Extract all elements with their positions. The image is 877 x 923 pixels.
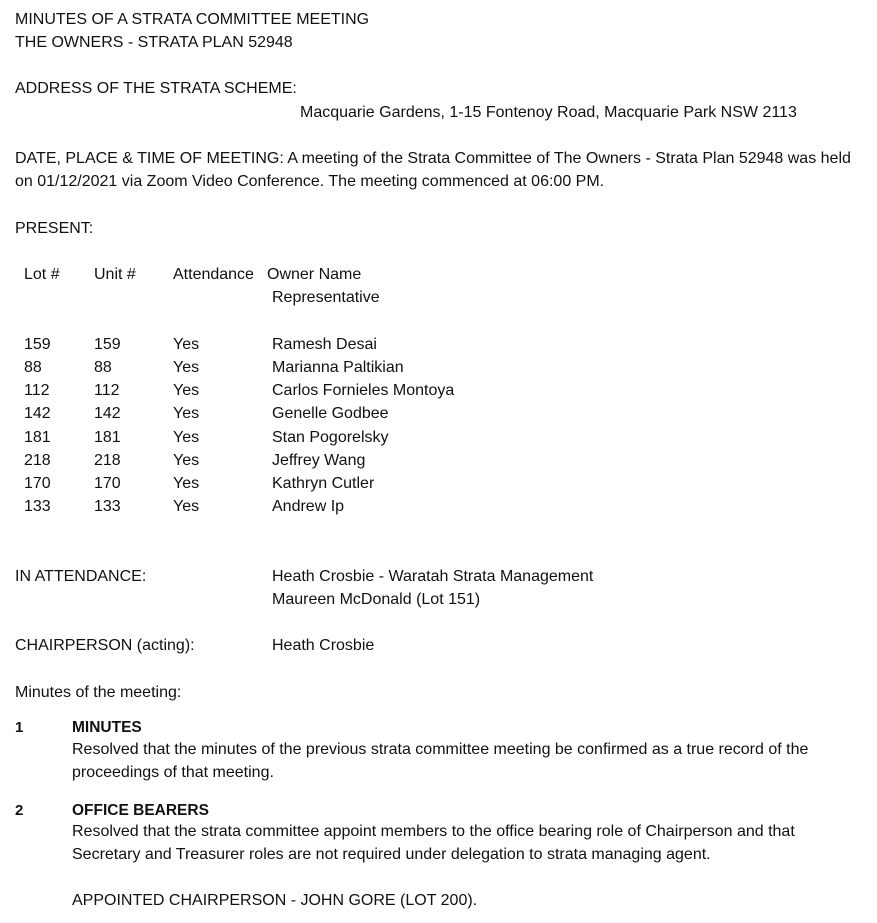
col-header-owner: Owner Name bbox=[267, 266, 362, 283]
cell-attendance: Yes bbox=[173, 498, 200, 515]
cell-unit: 133 bbox=[94, 498, 121, 515]
cell-unit: 181 bbox=[94, 429, 121, 446]
chairperson-value: Heath Crosbie bbox=[272, 637, 375, 654]
cell-attendance: Yes bbox=[173, 382, 200, 399]
cell-lot: 112 bbox=[24, 382, 50, 399]
cell-lot: 159 bbox=[24, 336, 51, 353]
col-header-unit: Unit # bbox=[94, 266, 136, 283]
cell-owner: Jeffrey Wang bbox=[272, 452, 366, 469]
cell-lot: 181 bbox=[24, 429, 51, 446]
cell-unit: 170 bbox=[94, 475, 121, 492]
col-header-lot: Lot # bbox=[24, 266, 60, 283]
minutes-intro: Minutes of the meeting: bbox=[15, 684, 182, 701]
cell-owner: Kathryn Cutler bbox=[272, 475, 375, 492]
cell-attendance: Yes bbox=[173, 336, 200, 353]
item-number: 2 bbox=[15, 802, 24, 819]
item-text: Resolved that the minutes of the previous strata committee meeting be confirmed as a true record of the proceedings of that meeting. bbox=[72, 741, 809, 781]
cell-unit: 142 bbox=[94, 405, 121, 422]
cell-attendance: Yes bbox=[173, 452, 200, 469]
cell-owner: Andrew Ip bbox=[272, 498, 345, 515]
cell-lot: 170 bbox=[24, 475, 51, 492]
item-text: Resolved that the strata committee appoint members to the office bearing role of Chairperson and that Secretary and Treasurer roles are not required under delegation to strata managing agent. bbox=[72, 823, 795, 863]
cell-owner: Ramesh Desai bbox=[272, 336, 377, 353]
col-header-attendance: Attendance bbox=[173, 266, 254, 283]
cell-owner: Carlos Fornieles Montoya bbox=[272, 382, 455, 399]
cell-owner: Stan Pogorelsky bbox=[272, 429, 389, 446]
cell-owner: Genelle Godbee bbox=[272, 405, 389, 422]
cell-unit: 88 bbox=[94, 359, 112, 376]
cell-attendance: Yes bbox=[173, 429, 200, 446]
in-attendance-label: IN ATTENDANCE: bbox=[15, 568, 147, 585]
doc-title: MINUTES OF A STRATA COMMITTEE MEETING bbox=[15, 11, 370, 28]
col-header-representative: Representative bbox=[272, 289, 380, 306]
cell-unit: 112 bbox=[94, 382, 120, 399]
address-value: Macquarie Gardens, 1-15 Fontenoy Road, Macquarie Park NSW 2113 bbox=[300, 104, 797, 121]
cell-attendance: Yes bbox=[173, 475, 200, 492]
cell-lot: 133 bbox=[24, 498, 51, 515]
present-label: PRESENT: bbox=[15, 220, 94, 237]
cell-attendance: Yes bbox=[173, 359, 200, 376]
in-attendance-line-1: Heath Crosbie - Waratah Strata Management bbox=[272, 568, 594, 585]
item-note: APPOINTED CHAIRPERSON - JOHN GORE (LOT 200). bbox=[72, 892, 478, 909]
item-title: OFFICE BEARERS bbox=[72, 802, 209, 819]
cell-attendance: Yes bbox=[173, 405, 200, 422]
in-attendance-line-2: Maureen McDonald (Lot 151) bbox=[272, 591, 481, 608]
meeting-details: DATE, PLACE & TIME OF MEETING: A meeting of the Strata Committee of The Owners - Strata Plan 52948 was held on 01/12/2021 via Zoom Video Conference. The meeting commenced at 06:00 PM. bbox=[15, 150, 851, 190]
cell-lot: 218 bbox=[24, 452, 51, 469]
cell-lot: 88 bbox=[24, 359, 42, 376]
cell-unit: 218 bbox=[94, 452, 121, 469]
cell-owner: Marianna Paltikian bbox=[272, 359, 404, 376]
item-title: MINUTES bbox=[72, 719, 142, 736]
cell-unit: 159 bbox=[94, 336, 121, 353]
cell-lot: 142 bbox=[24, 405, 51, 422]
doc-subtitle: THE OWNERS - STRATA PLAN 52948 bbox=[15, 34, 293, 51]
chairperson-label: CHAIRPERSON (acting): bbox=[15, 637, 195, 654]
item-number: 1 bbox=[15, 719, 24, 736]
address-label: ADDRESS OF THE STRATA SCHEME: bbox=[15, 80, 297, 97]
